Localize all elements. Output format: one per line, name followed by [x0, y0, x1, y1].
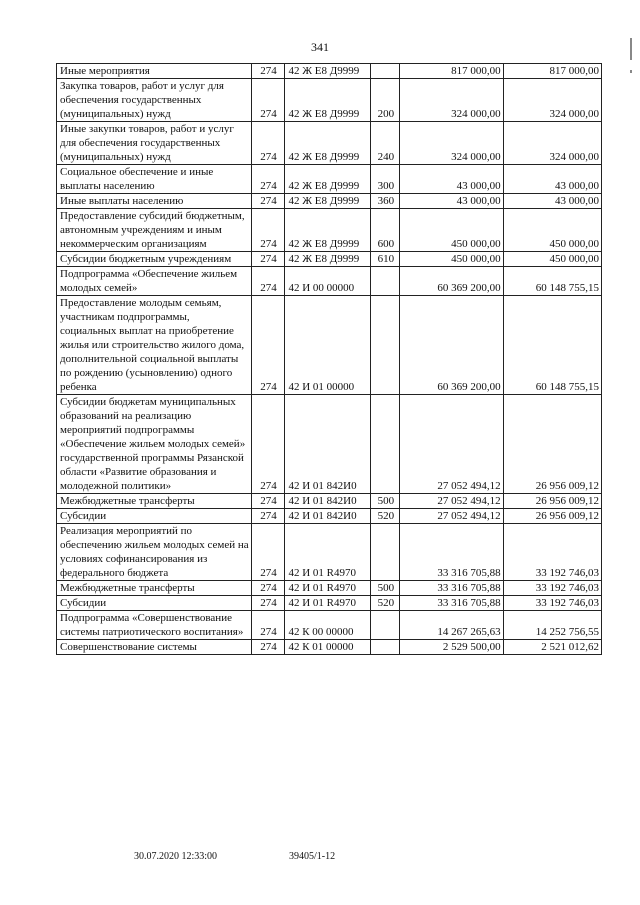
row-target-article-cell: 42 Ж Е8 Д9999 [285, 64, 371, 79]
row-target-article-cell: 42 Ж Е8 Д9999 [285, 252, 371, 267]
table-row [57, 395, 602, 494]
row-ved-code-cell: 274 [251, 194, 285, 209]
row-target-article-cell: 42 И 01 R4970 [285, 596, 371, 611]
table-row [57, 640, 602, 655]
row-amount-plan-cell: 33 316 705,88 [400, 524, 503, 581]
row-name-cell: Социальное обеспечение и иные выплаты населению [57, 165, 252, 194]
row-amount-actual-cell: 26 956 009,12 [503, 395, 601, 494]
row-amount-actual-cell: 2 521 012,62 [503, 640, 601, 655]
row-amount-actual-cell: 817 000,00 [503, 64, 601, 79]
row-target-article-cell: 42 И 01 R4970 [285, 524, 371, 581]
table-row [57, 252, 602, 267]
row-target-article-cell: 42 И 01 00000 [285, 296, 371, 395]
row-amount-actual-cell: 33 192 746,03 [503, 581, 601, 596]
row-expense-type-cell [371, 267, 400, 296]
row-target-article-cell: 42 Ж Е8 Д9999 [285, 194, 371, 209]
row-ved-code-cell: 274 [251, 640, 285, 655]
row-amount-plan-cell: 14 267 265,63 [400, 611, 503, 640]
row-amount-actual-cell: 60 148 755,15 [503, 267, 601, 296]
row-expense-type-cell [371, 64, 400, 79]
row-expense-type-cell [371, 611, 400, 640]
row-target-article-cell: 42 И 01 R4970 [285, 581, 371, 596]
row-name-cell: Субсидии [57, 596, 252, 611]
table-row [57, 79, 602, 122]
row-ved-code-cell: 274 [251, 494, 285, 509]
row-amount-actual-cell: 33 192 746,03 [503, 524, 601, 581]
row-ved-code-cell: 274 [251, 165, 285, 194]
row-expense-type-cell: 610 [371, 252, 400, 267]
row-amount-actual-cell: 60 148 755,15 [503, 296, 601, 395]
row-target-article-cell: 42 Ж Е8 Д9999 [285, 79, 371, 122]
row-amount-actual-cell: 33 192 746,03 [503, 596, 601, 611]
row-ved-code-cell: 274 [251, 252, 285, 267]
row-name-cell: Иные мероприятия [57, 64, 252, 79]
row-ved-code-cell: 274 [251, 296, 285, 395]
budget-table [56, 63, 602, 655]
row-amount-plan-cell: 324 000,00 [400, 79, 503, 122]
row-amount-plan-cell: 2 529 500,00 [400, 640, 503, 655]
row-ved-code-cell: 274 [251, 267, 285, 296]
row-ved-code-cell: 274 [251, 395, 285, 494]
row-expense-type-cell: 520 [371, 509, 400, 524]
table-row [57, 596, 602, 611]
table-row [57, 209, 602, 252]
table-row [57, 296, 602, 395]
row-name-cell: Совершенствование системы [57, 640, 252, 655]
row-ved-code-cell: 274 [251, 64, 285, 79]
row-amount-plan-cell: 43 000,00 [400, 165, 503, 194]
row-amount-plan-cell: 27 052 494,12 [400, 395, 503, 494]
row-ved-code-cell: 274 [251, 509, 285, 524]
row-name-cell: Закупка товаров, работ и услуг для обеспечения государственных (муниципальных) нужд [57, 79, 252, 122]
row-name-cell: Иные закупки товаров, работ и услуг для обеспечения государственных (муниципальных) нужд [57, 122, 252, 165]
row-name-cell: Иные выплаты населению [57, 194, 252, 209]
row-expense-type-cell: 500 [371, 494, 400, 509]
row-amount-actual-cell: 43 000,00 [503, 194, 601, 209]
row-name-cell: Субсидии бюджетам муниципальных образований на реализацию мероприятий подпрограммы «Обеспечение жильем молодых семей» государственной программы Рязанской области «Развитие образования и молодежной политики» [57, 395, 252, 494]
row-expense-type-cell: 200 [371, 79, 400, 122]
row-target-article-cell: 42 Ж Е8 Д9999 [285, 122, 371, 165]
row-name-cell: Субсидии [57, 509, 252, 524]
footer-timestamp: 30.07.2020 12:33:00 [134, 851, 218, 862]
row-expense-type-cell [371, 395, 400, 494]
row-amount-actual-cell: 26 956 009,12 [503, 509, 601, 524]
row-ved-code-cell: 274 [251, 581, 285, 596]
row-amount-plan-cell: 450 000,00 [400, 209, 503, 252]
row-expense-type-cell: 300 [371, 165, 400, 194]
table-row [57, 581, 602, 596]
row-amount-plan-cell: 27 052 494,12 [400, 494, 503, 509]
row-amount-actual-cell: 450 000,00 [503, 209, 601, 252]
row-target-article-cell: 42 И 01 842И0 [285, 509, 371, 524]
row-amount-plan-cell: 43 000,00 [400, 194, 503, 209]
row-amount-actual-cell: 324 000,00 [503, 122, 601, 165]
page-number: 341 [311, 40, 329, 54]
row-ved-code-cell: 274 [251, 79, 285, 122]
table-row [57, 122, 602, 165]
row-name-cell: Межбюджетные трансферты [57, 494, 252, 509]
row-amount-plan-cell: 60 369 200,00 [400, 296, 503, 395]
row-name-cell: Предоставление субсидий бюджетным, автономным учреждениям и иным некоммерческим организациям [57, 209, 252, 252]
row-name-cell: Подпрограмма «Совершенствование системы патриотического воспитания» [57, 611, 252, 640]
row-target-article-cell: 42 Ж Е8 Д9999 [285, 209, 371, 252]
row-target-article-cell: 42 И 01 842И0 [285, 494, 371, 509]
row-ved-code-cell: 274 [251, 596, 285, 611]
row-amount-actual-cell: 43 000,00 [503, 165, 601, 194]
scan-edge-mark [630, 70, 632, 73]
row-name-cell: Межбюджетные трансферты [57, 581, 252, 596]
row-expense-type-cell [371, 296, 400, 395]
row-amount-plan-cell: 60 369 200,00 [400, 267, 503, 296]
row-amount-actual-cell: 324 000,00 [503, 79, 601, 122]
row-amount-actual-cell: 450 000,00 [503, 252, 601, 267]
table-row [57, 611, 602, 640]
row-ved-code-cell: 274 [251, 122, 285, 165]
row-expense-type-cell: 520 [371, 596, 400, 611]
table-row [57, 509, 602, 524]
row-target-article-cell: 42 Ж Е8 Д9999 [285, 165, 371, 194]
row-expense-type-cell [371, 640, 400, 655]
row-amount-plan-cell: 324 000,00 [400, 122, 503, 165]
row-ved-code-cell: 274 [251, 524, 285, 581]
row-target-article-cell: 42 К 01 00000 [285, 640, 371, 655]
row-expense-type-cell: 500 [371, 581, 400, 596]
row-amount-actual-cell: 14 252 756,55 [503, 611, 601, 640]
table-row [57, 194, 602, 209]
table-row [57, 267, 602, 296]
row-target-article-cell: 42 И 00 00000 [285, 267, 371, 296]
row-expense-type-cell [371, 524, 400, 581]
row-amount-plan-cell: 33 316 705,88 [400, 581, 503, 596]
row-expense-type-cell: 240 [371, 122, 400, 165]
row-name-cell: Подпрограмма «Обеспечение жильем молодых семей» [57, 267, 252, 296]
row-target-article-cell: 42 К 00 00000 [285, 611, 371, 640]
table-row [57, 64, 602, 79]
row-name-cell: Предоставление молодым семьям, участникам подпрограммы, социальных выплат на приобретение жилья или строительство жилого дома, дополнительной социальной выплаты по рождению (усыновлению) одного ребенка [57, 296, 252, 395]
row-ved-code-cell: 274 [251, 209, 285, 252]
row-amount-plan-cell: 33 316 705,88 [400, 596, 503, 611]
row-amount-plan-cell: 450 000,00 [400, 252, 503, 267]
scan-edge-mark [630, 38, 632, 60]
row-amount-plan-cell: 27 052 494,12 [400, 509, 503, 524]
row-amount-plan-cell: 817 000,00 [400, 64, 503, 79]
table-row [57, 524, 602, 581]
row-name-cell: Субсидии бюджетным учреждениям [57, 252, 252, 267]
budget-table-body [57, 64, 602, 655]
table-row [57, 494, 602, 509]
row-name-cell: Реализация мероприятий по обеспечению жильем молодых семей на условиях софинансирования из федерального бюджета [57, 524, 252, 581]
row-expense-type-cell: 360 [371, 194, 400, 209]
table-row [57, 165, 602, 194]
row-expense-type-cell: 600 [371, 209, 400, 252]
row-target-article-cell: 42 И 01 842И0 [285, 395, 371, 494]
footer-document-id: 39405/1-12 [289, 851, 336, 862]
row-ved-code-cell: 274 [251, 611, 285, 640]
row-amount-actual-cell: 26 956 009,12 [503, 494, 601, 509]
